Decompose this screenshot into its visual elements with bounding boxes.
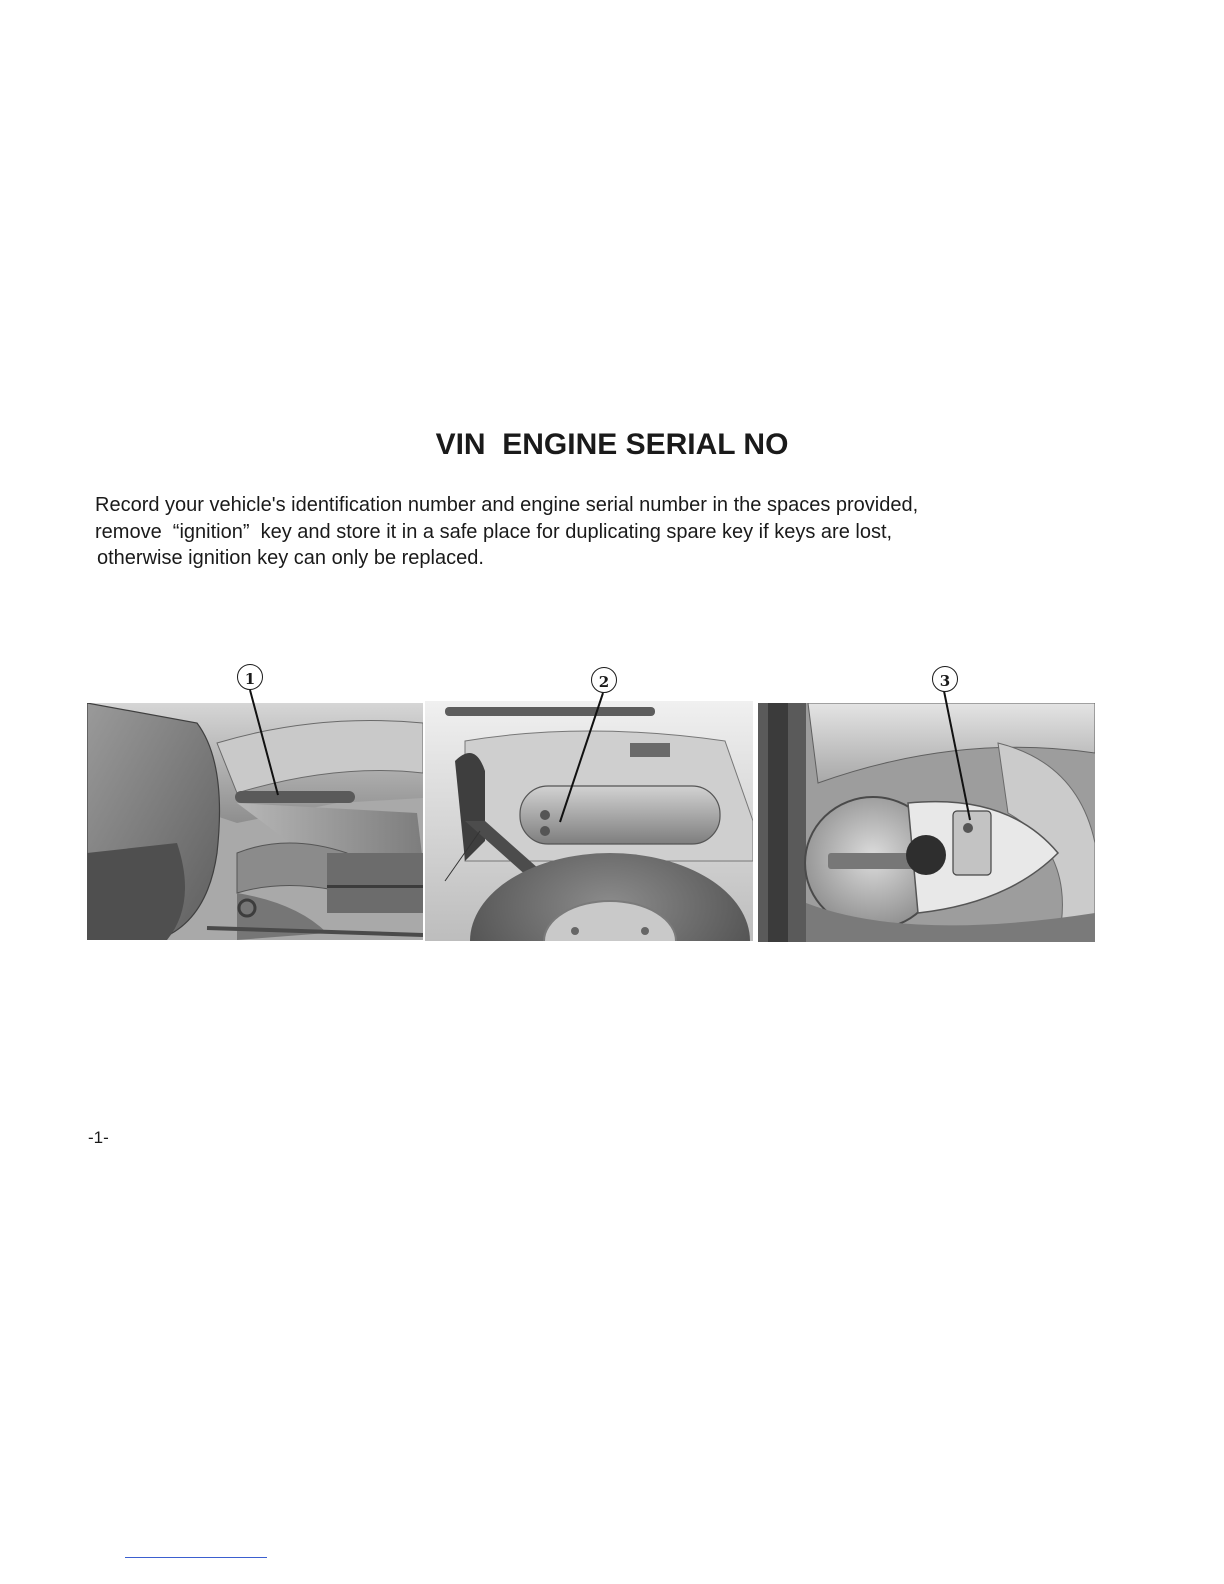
intro-line: otherwise ignition key can only be replaced.	[97, 547, 484, 569]
callout-3: 3	[932, 666, 958, 692]
footer-rule	[125, 1557, 267, 1558]
page-number: -1-	[88, 1128, 109, 1147]
callout-1: 1	[237, 664, 263, 690]
intro-line: Record your vehicle's identification number and engine serial number in the spaces provided,	[95, 494, 919, 516]
callout-2: 2	[591, 667, 617, 693]
intro-line: remove “ignition” key and store it in a safe place for duplicating spare key if keys are lost,	[95, 520, 893, 543]
page-title: VIN ENGINE SERIAL NO	[435, 428, 789, 461]
